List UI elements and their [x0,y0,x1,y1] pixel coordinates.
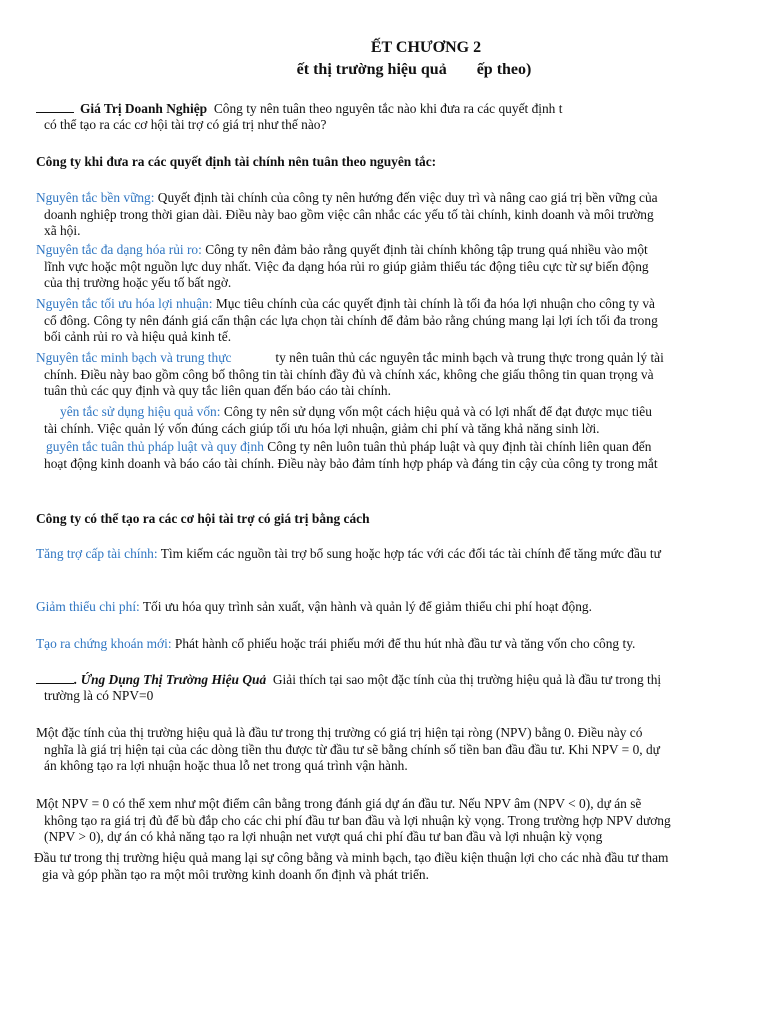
principle-text: doanh nghiệp trong thời gian dài. Điều này bao gồm việc cân nhắc các yếu tố tài chính, kinh doanh và môi trường [44,206,654,222]
question-2-text: Giải thích tại sao một đặc tính của thị trường hiệu quả là đầu tư trong thị [272,672,662,687]
principle-item [60,404,768,421]
answer-text: nghĩa là giá trị hiện tại của các dòng tiền thu được từ đầu tư sẽ bằng chính số tiền ban đầu đầu tư. Khi NPV = 0, dự [44,741,660,757]
question-1-heading: Giá Trị Doanh Nghiệp [80,101,208,116]
opportunity-item [36,636,768,653]
question-1-text: Công ty nên tuân theo nguyên tắc nào khi đưa ra các quyết định t [213,101,563,116]
principle-text: tài chính. Việc quản lý vốn đúng cách giúp tối ưu hóa lợi nhuận, giảm chi phí và tăng khả năng sinh lời. [44,420,600,436]
principle-item [36,190,768,240]
opportunity-text: Phát hành cổ phiếu hoặc trái phiếu mới để thu hút nhà đầu tư và tăng vốn cho công ty. [171,636,636,651]
title-line-2b: ếp theo) [476,61,532,78]
principle-continuation [36,456,768,473]
opportunity-label: Tăng trợ cấp tài chính: [36,546,158,561]
question-2-text-2: trường là có NPV=0 [44,687,154,703]
principle-text: xã hội. [44,223,81,238]
answer-paragraph-3 [34,850,766,883]
question-2 [36,671,768,704]
chapter-title [0,38,768,58]
principle-item [36,350,768,400]
principle-line [36,296,768,313]
opportunities-heading-text: Công ty có thể tạo ra các cơ hội tài trợ có giá trị bằng cách [36,511,370,526]
title-line-1: ẾT CHƯƠNG 2 [370,39,482,56]
opportunity-item [36,599,768,616]
answer-text: không tạo ra giá trị đủ để bù đắp cho các chi phí đầu tư ban đầu và lợi nhuận kỳ vọng. Trong trường hợp NPV dương [44,812,671,828]
principle-line [60,404,768,421]
principle-line [36,190,768,207]
answer-paragraph-2 [36,796,768,846]
principle-line [46,439,768,456]
chapter-subtitle [0,60,768,80]
principle-text: tuân thủ các quy định và quy tắc liên quan đến báo cáo tài chính. [44,383,391,398]
principle-item [36,242,768,292]
principle-label: Nguyên tắc minh bạch và trung thực [36,350,232,365]
principle-line [36,242,768,259]
opportunity-text: Tìm kiếm các nguồn tài trợ bổ sung hoặc hợp tác với các đối tác tài chính để tăng mức đầu tư [157,546,661,561]
answer-paragraph-1 [36,725,768,775]
principle-line [36,350,768,367]
principle-text: bối cảnh rủi ro và hiệu quả kinh tế. [44,329,232,344]
answer-text: án không tạo ra lợi nhuận hoặc thua lỗ net trong quá trình vận hành. [44,758,408,773]
principle-label: Nguyên tắc bền vững: [36,190,155,205]
opportunity-item [36,546,768,563]
title-line-2a: ết thị trường hiệu quả [296,61,447,78]
principle-text: Công ty nên đảm bảo rằng quyết định tài chính không tập trung quá nhiều vào một [201,242,648,257]
principle-text: hoạt động kinh doanh và báo cáo tài chính. Điều này bảo đảm tính hợp pháp và đáng tin cậy của công ty trong mắt [44,455,658,471]
answer-text: (NPV > 0), dự án có khả năng tạo ra lợi nhuận net vượt quá chi phí đầu tư ban đầu và lợi nhuận kỳ vọng [44,829,603,844]
principle-label: yên tắc sử dụng hiệu quả vốn: [60,404,221,419]
principle-text: Công ty nên luôn tuân thủ pháp luật và quy định tài chính liên quan đến [263,439,652,454]
principle-text: chính. Điều này bao gồm công bố thông tin tài chính đầy đủ và chính xác, không che giấu thông tin quan trọng và [44,366,654,382]
answer-text: Một NPV = 0 có thể xem như một điểm cân bằng trong đánh giá dự án đầu tư. Nếu NPV âm (NPV < 0), dự án sẽ [36,796,642,811]
answer-text: gia và góp phần tạo ra một môi trường kinh doanh ổn định và phát triển. [42,866,429,882]
principle-text: ty nên tuân thủ các nguyên tắc minh bạch và trung thực trong quản lý tài [275,350,664,365]
principle-text: cổ đông. Công ty nên đánh giá cẩn thận các lựa chọn tài chính để đảm bảo rằng chúng mang lại lợi ích tối đa trong [44,312,658,328]
question-1-line-1 [36,100,768,117]
opportunity-label: Giảm thiểu chi phí: [36,599,140,614]
question-1 [36,100,768,133]
principle-label: Nguyên tắc đa dạng hóa rủi ro: [36,242,202,257]
question-1-text-2: có thể tạo ra các cơ hội tài trợ có giá trị như thế nào? [44,116,327,132]
principle-text: của thị trường hoặc yếu tố bất ngờ. [44,275,232,290]
principle-label: Nguyên tắc tối ưu hóa lợi nhuận: [36,296,213,311]
answer-text: Đầu tư trong thị trường hiệu quả mang lại sự công bằng và minh bạch, tạo điều kiện thuận lợi cho các nhà đầu tư tham [34,850,669,865]
principles-heading [36,154,768,171]
principle-text: Công ty nên sử dụng vốn một cách hiệu quả và có lợi nhất để đạt được mục tiêu [220,404,652,419]
answer-text: Một đặc tính của thị trường hiệu quả là đầu tư trong thị trường có giá trị hiện tại ròng (NPV) bằng 0. Điều này có [36,725,643,740]
principle-label: guyên tắc tuân thủ pháp luật và quy định [46,439,264,454]
principle-item [46,439,768,456]
principle-item [36,296,768,346]
principle-text: lĩnh vực hoặc một nguồn lực duy nhất. Việc đa dạng hóa rủi ro giúp giảm thiểu tác động tiêu cực từ sự biến động [44,258,649,274]
principles-heading-text: Công ty khi đưa ra các quyết định tài chính nên tuân theo nguyên tắc: [36,154,437,169]
principle-text: Mục tiêu chính của các quyết định tài chính là tối đa hóa lợi nhuận cho công ty và [212,296,656,311]
opportunity-text: Tối ưu hóa quy trình sản xuất, vận hành và quản lý để giảm thiểu chi phí hoạt động. [139,599,592,614]
question-2-line-1 [36,671,768,688]
opportunity-label: Tạo ra chứng khoán mới: [36,636,172,651]
answer-blank [36,671,74,684]
principle-continuation [36,421,768,438]
principle-text: Quyết định tài chính của công ty nên hướng đến việc duy trì và nâng cao giá trị bền vững của [154,190,658,205]
question-2-heading: . Ứng Dụng Thị Trường Hiệu Quả [74,672,267,687]
answer-blank [36,100,74,113]
opportunities-heading [36,511,768,528]
